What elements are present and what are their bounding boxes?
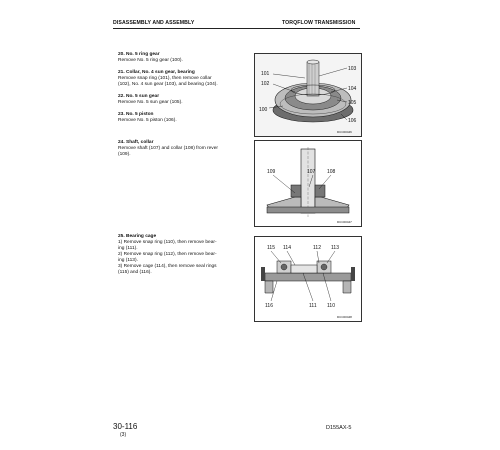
step-line: 2) Remove snap ring (112), then remove bear- [118,252,217,257]
callout-label: 114 [283,245,291,251]
step-line: Remove No. 5 sun gear (105). [118,100,183,105]
step-line: ing (113). [118,258,138,263]
figure-ring-gear-illustration [255,54,361,136]
step-21 [118,70,243,88]
figure-bearing-cage [254,236,362,322]
step-25 [118,234,243,276]
figure-ring-gear [254,53,362,137]
callout-label: 107 [307,169,316,175]
figure-code: DCC00447 [337,220,352,224]
step-line: 1) Remove snap ring (110), then remove bear- [118,240,217,245]
callout-label: 111 [309,303,317,309]
callout-label: 105 [348,100,357,106]
page-number: 30-116 [113,422,138,431]
step-line: Remove snap ring (101), then remove collar [118,76,212,81]
step-line: Remove shaft (107) and collar (108) from rever [118,146,218,151]
callout-label: 106 [348,118,357,124]
step-line: (109). [118,152,131,157]
callout-label: 100 [259,107,268,113]
figure-code: DCC00446 [337,130,352,134]
callout-label: 104 [348,86,357,92]
callout-label: 109 [267,169,276,175]
step-line: 3) Remove cage (114), then remove seal rings [118,264,217,269]
step-title: 21. Collar, No. 4 sun gear, bearing [118,70,195,75]
step-title: 24. Shaft, collar [118,140,154,145]
figure-shaft-collar [254,140,362,227]
model-code: D155AX-5 [326,425,352,431]
step-22 [118,94,243,106]
header-left: DISASSEMBLY AND ASSEMBLY [113,20,195,26]
figure-code: DCC00448 [337,315,352,319]
step-title: 22. No. 5 sun gear [118,94,160,99]
page-sub: (3) [120,432,127,438]
step-line: ing (111). [118,246,138,251]
callout-label: 103 [348,66,357,72]
callout-label: 110 [327,303,335,309]
figure-bearing-cage-illustration [255,237,361,321]
callout-label: 102 [261,81,270,87]
figure-shaft-collar-illustration [255,141,361,226]
step-line: (102), No. 4 sun gear (103), and bearing (104). [118,82,218,87]
step-line: (115) and (116). [118,270,152,275]
callout-label: 115 [267,245,275,251]
callout-label: 112 [313,245,321,251]
callout-label: 113 [331,245,339,251]
step-line: Remove No. 5 piston (106). [118,118,177,123]
callout-label: 101 [261,71,270,77]
step-20 [118,52,243,64]
step-title: 20. No. 5 ring gear [118,52,160,57]
header-rule [113,28,360,29]
step-23 [118,112,243,124]
step-line: Remove No. 5 ring gear (100). [118,58,183,63]
step-title: 25. Bearing cage [118,234,157,239]
step-title: 23. No. 5 piston [118,112,154,117]
callout-label: 116 [265,303,273,309]
callout-label: 108 [327,169,336,175]
step-24 [118,140,243,158]
header-right: TORQFLOW TRANSMISSION [282,20,356,26]
